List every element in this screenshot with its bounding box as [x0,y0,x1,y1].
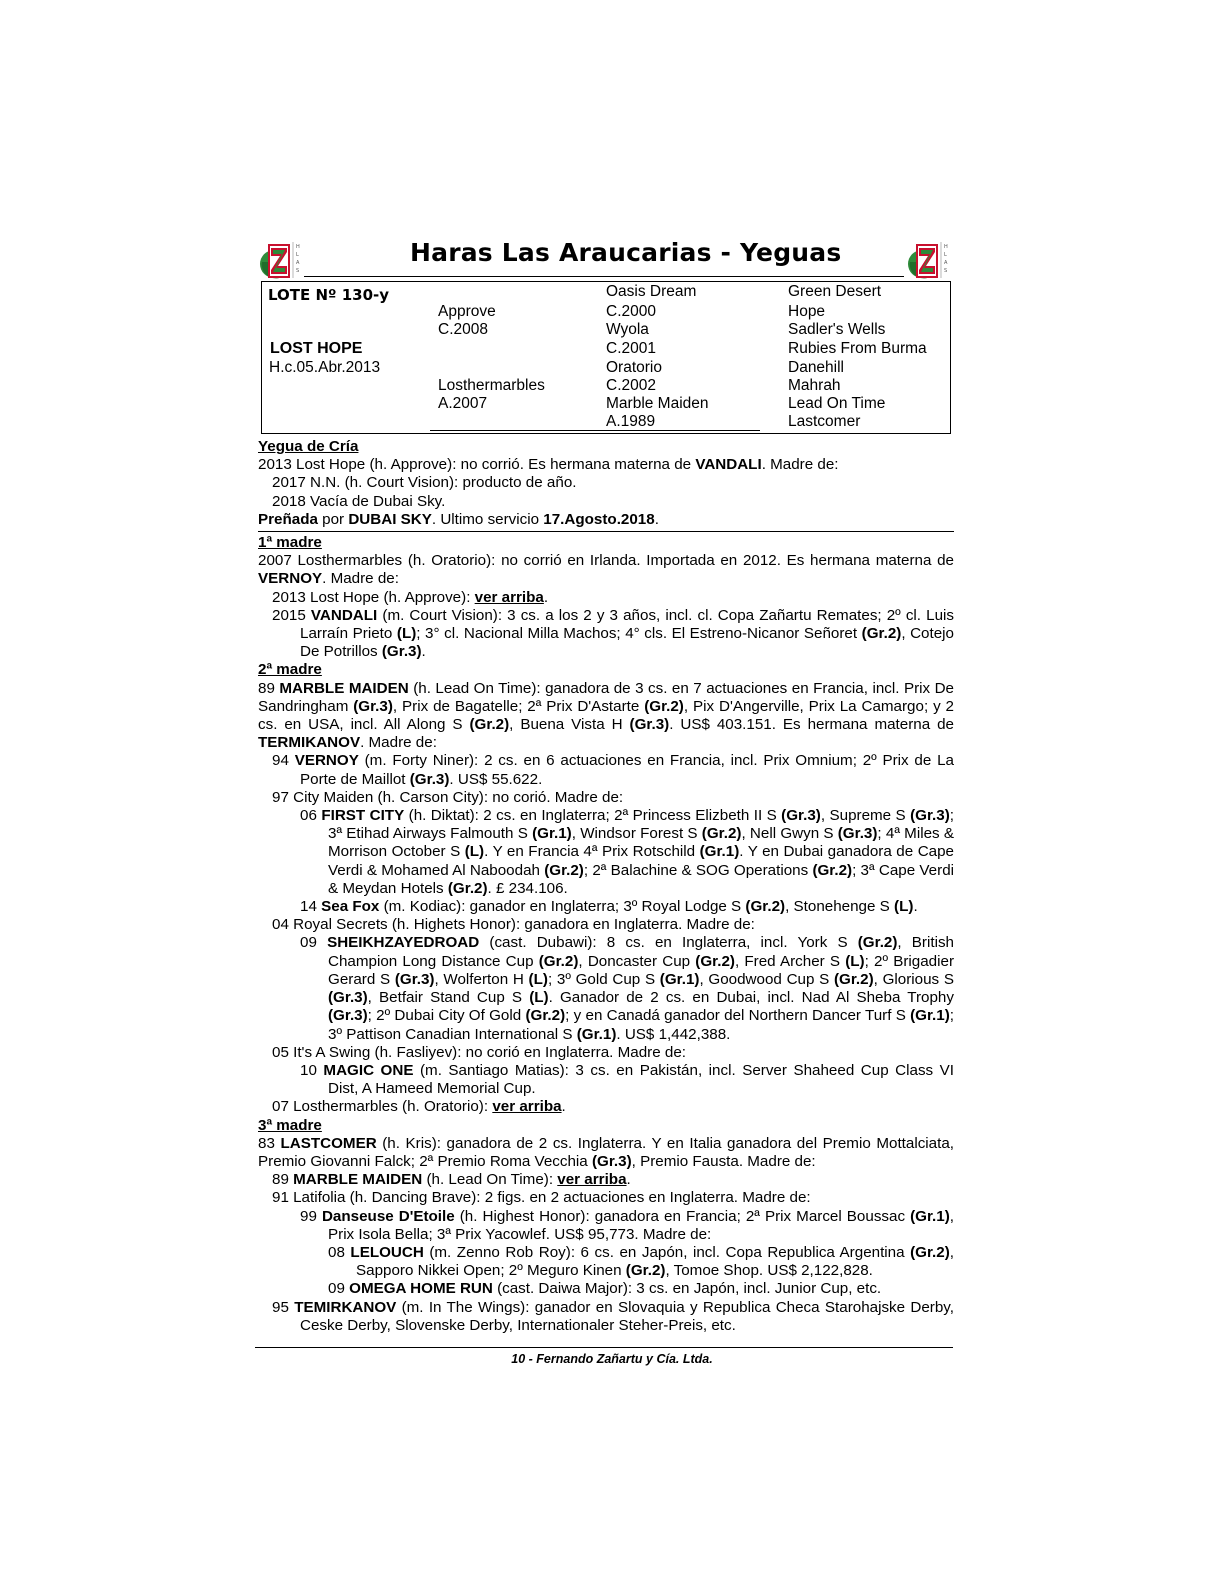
gen3-cell: Green Desert [788,283,882,300]
paragraph: 94 VERNOY (m. Forty Niner): 2 cs. en 6 actuaciones en Francia, incl. Prix Omnium; 2º Prix de La Porte de Maillot (Gr.3). US$ 55.622. [272,752,954,788]
gen3-cell: Mahrah [788,377,841,394]
sire-name: Approve [438,303,496,320]
paragraph: 07 Losthermarbles (h. Oratorio): ver arriba. [272,1098,566,1116]
horse-info: H.c.05.Abr.2013 [269,359,381,376]
paragraph: 2013 Lost Hope (h. Approve): ver arriba. [272,588,549,606]
haras-logo-left [256,236,304,282]
paragraph: 05 It's A Swing (h. Fasliyev): no corió en Inglaterra. Madre de: [272,1043,687,1061]
section-heading: Yegua de Cría [258,438,359,455]
paragraph: 06 FIRST CITY (h. Diktat): 2 cs. en Inglaterra; 2ª Princess Elizbeth II S (Gr.3), Supreme S (Gr.3); 3ª Etihad Airways Falmouth S (Gr.1), Windsor Forest S (Gr.2), Nell Gwyn S (Gr.3); 4ª Miles & Morrison October S (L). Y en Francia 4ª Prix Rotschild (Gr.1). Y en Dubai ganadora de Cape Verdi & Mohamed Al Naboodah (Gr.2); 2ª Balachine & SOG Operations (Gr.2); 3ª Cape Verdi & Meydan Hotels (Gr.2). £ 234.106. [300,807,955,897]
svg-text:A: A [944,260,948,266]
paragraph: 2013 Lost Hope (h. Approve): no corrió. Es hermana materna de VANDALI. Madre de: [258,456,839,474]
gen2-cell: C.2000 [606,303,656,320]
horse-name: LOST HOPE [270,340,363,357]
paragraph: 2018 Vacía de Dubai Sky. [272,492,446,510]
paragraph: 2007 Losthermarbles (h. Oratorio): no corrió en Irlanda. Importada en 2012. Es hermana materna de VERNOY. Madre de: [258,552,954,588]
main-content [258,438,954,1335]
svg-text:A: A [296,260,300,266]
paragraph: 09 SHEIKHZAYEDROAD (cast. Dubawi): 8 cs. en Inglaterra, incl. York S (Gr.2), British Champion Long Distance Cup (Gr.2), Doncaster Cup (Gr.2), Fred Archer S (L); 2º Brigadier Gerard S (Gr.3), Wolferton H (L); 3º Gold Cup S (Gr.1), Goodwood Cup S (Gr.2), Glorious S (Gr.3), Betfair Stand Cup S (L). Ganador de 2 cs. en Dubai, incl. Nad Al Sheba Trophy (Gr.3); 2º Dubai City Of Gold (Gr.2); y en Canadá ganador del Northern Dancer Turf S (Gr.1); 3º Pattison Canadian International S (Gr.1). US$ 1,442,388. [300,934,955,1043]
svg-text:H: H [944,244,948,250]
pedigree-table [261,281,951,434]
section-heading: 1ª madre [258,534,322,552]
paragraph: 99 Danseuse D'Etoile (h. Highest Honor): ganadora en Francia; 2ª Prix Marcel Boussac (Gr.1), Prix Isola Bella; 3ª Prix Yacowlef. US$ 95,773. Madre de: [300,1207,955,1243]
svg-text:L: L [944,252,947,258]
section-heading: 2ª madre [258,661,322,679]
title-rule [304,276,904,277]
paragraph: 2015 VANDALI (m. Court Vision): 3 cs. a los 2 y 3 años, incl. cl. Copa Zañartu Remates; 2º cl. Luis Larraín Prieto (L); 3° cl. Nacional Milla Machos; 4° cls. El Estreno-Nicanor Señoret (Gr.2), Cotejo De Potrillos (Gr.3). [272,606,954,661]
svg-text:S: S [296,268,300,274]
paragraph: 91 Latifolia (h. Dancing Brave): 2 figs. en 2 actuaciones en Inglaterra. Madre de: [272,1189,811,1207]
paragraph: 14 Sea Fox (m. Kodiac): ganador en Inglaterra; 3º Royal Lodge S (Gr.2), Stonehenge S (L). [300,898,918,916]
paragraph: 97 City Maiden (h. Carson City): no corió. Madre de: [272,788,624,806]
paragraph: 83 LASTCOMER (h. Kris): ganadora de 2 cs. Inglaterra. Y en Italia ganadora del Premio Mottalciata, Premio Giovanni Falck; 2ª Premio Roma Vecchia (Gr.3), Premio Fausta. Madre de: [258,1134,954,1170]
paragraph: 89 MARBLE MAIDEN (h. Lead On Time): ver arriba. [272,1171,631,1189]
gen2-cell: A.1989 [606,413,656,430]
paragraph: 09 OMEGA HOME RUN (cast. Daiwa Major): 3 cs. en Japón, incl. Junior Cup, etc. [328,1280,882,1298]
gen2-cell: C.2001 [606,340,656,357]
paragraph: Preñada por DUBAI SKY. Ultimo servicio 17.Agosto.2018. [258,510,659,528]
pedigree-bottom-rule [430,430,760,431]
page-footer: 10 - Fernando Zañartu y Cía. Ltda. [511,1352,713,1366]
paragraph: 04 Royal Secrets (h. Highets Honor): ganadora en Inglaterra. Madre de: [272,916,755,934]
dam-info: A.2007 [438,395,488,412]
paragraph: 89 MARBLE MAIDEN (h. Lead On Time): ganadora de 3 cs. en 7 actuaciones en Francia, incl. Prix De Sandringham (Gr.3), Prix de Bagatelle; 2ª Prix D'Astarte (Gr.2), Pix D'Angerville, Prix La Camargo; y 2 cs. en USA, incl. All Along S (Gr.2), Buena Vista H (Gr.3). US$ 403.151. Es hermana materna de TERMIKANOV. Madre de: [258,679,955,752]
paragraph: 95 TEMIRKANOV (m. In The Wings): ganador en Slovaquia y Republica Checa Starohajske Derby, Ceske Derby, Slovenske Derby, Internationaler Steher-Preis, etc. [272,1298,954,1334]
gen3-cell: Sadler's Wells [788,321,886,338]
svg-text:L: L [296,252,299,258]
svg-text:H: H [296,244,300,250]
paragraph: 10 MAGIC ONE (m. Santiago Matias): 3 cs. en Pakistán, incl. Server Shaheed Cup Class VI Dist, A Hameed Memorial Cup. [300,1061,954,1098]
gen3-cell: Hope [788,303,826,320]
paragraph: 08 LELOUCH (m. Zenno Rob Roy): 6 cs. en Japón, incl. Copa Republica Argentina (Gr.2), Sapporo Nikkei Open; 2º Meguro Kinen (Gr.2), Tomoe Shop. US$ 2,122,828. [328,1243,954,1280]
dam-name: Losthermarbles [438,377,545,394]
page-title: Haras Las Araucarias - Yeguas [410,238,842,267]
gen2-cell: C.2002 [606,377,656,394]
gen2-cell: Marble Maiden [606,395,709,412]
gen3-cell: Rubies From Burma [788,340,927,357]
gen2-cell: Oratorio [606,359,662,376]
sire-info: C.2008 [438,321,488,338]
haras-logo-right [904,236,952,282]
paragraph: 2017 N.N. (h. Court Vision): producto de año. [272,474,577,492]
lot-number: LOTE Nº 130-y [268,286,390,304]
gen3-cell: Lastcomer [788,413,861,430]
svg-text:S: S [944,268,948,274]
gen3-cell: Danehill [788,359,845,376]
gen3-cell: Lead On Time [788,395,886,412]
section-heading: 3ª madre [258,1116,322,1134]
gen2-cell: Wyola [606,321,649,338]
gen2-cell: Oasis Dream [606,283,697,300]
section-divider [258,531,954,532]
footer-rule [255,1347,953,1348]
